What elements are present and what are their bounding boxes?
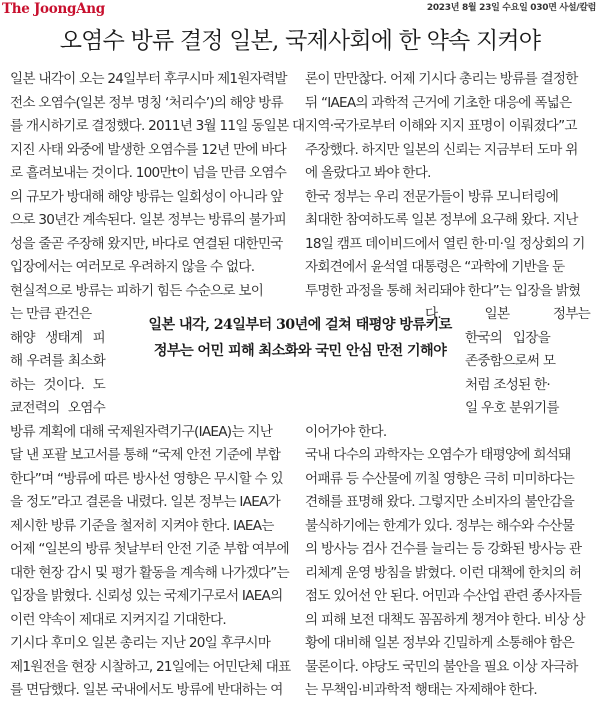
text-line: 해양 생태계 피	[10, 329, 105, 346]
text-line: 에 올랐다고 봐야 한다.	[305, 165, 431, 181]
text-line: 전소 오염수(일본 정부 명칭 ‘처리수’)의 해양 방류	[10, 94, 283, 111]
text-line: 는 무책임·비과학적 행태는 자제해야 한다.	[305, 682, 537, 698]
text-line: 한국의 입장을	[465, 329, 550, 346]
text-line: 는 만큼 관건은	[10, 306, 92, 322]
text-line: 황에 대비해 일본 정부와 긴밀하게 소통해야 함은	[305, 635, 575, 651]
text-line: 해 우려를 최소화	[10, 353, 105, 369]
text-line: 기시다 후미오 일본 총리는 지난 20일 후쿠시마	[10, 635, 271, 651]
text-line: 를 개시하기로 결정했다. 2011년 3월 11일 동일본 대	[10, 118, 305, 134]
text-line: 하는 것이다. 도	[10, 376, 105, 393]
editorial-headline: 오염수 방류 결정 일본, 국제사회에 한 약속 지켜야	[59, 28, 541, 54]
pull-quote-line: 일본 내각, 24일부터 30년에 걸쳐 태평양 방류키로	[148, 317, 452, 333]
pull-quote-line: 정부는 어민 피해 최소화와 국민 안심 만전 기해야	[153, 343, 447, 359]
text-line: 로 흘려보내는 것이다. 100만t이 넘을 만큼 오염수	[10, 165, 287, 181]
text-line: 달 낸 포괄 보고서를 통해 “국제 안전 기준에 부합	[10, 447, 281, 463]
text-line: 물론이다. 야당도 국민의 불안을 필요 이상 자극하	[305, 658, 578, 675]
text-line: 어패류 등 수산물에 끼칠 영향은 극히 미미하다는	[305, 470, 575, 487]
text-line: 한국 정부는 우리 전문가들이 방류 모니터링에	[305, 188, 559, 205]
text-line: 자회견에서 윤석열 대통령은 “과학에 기반을 둔	[305, 259, 565, 275]
text-line: 국내 다수의 과학자는 오염수가 태평양에 희석돼	[305, 447, 571, 463]
masthead	[0, 0, 600, 20]
text-line: 제시한 방류 기준을 철저히 지켜야 한다. IAEA는	[10, 517, 274, 534]
text-line: 뒤 “IAEA의 과학적 근거에 기초한 대응에 폭넓은	[305, 94, 572, 111]
text-line: 방류 계획에 대해 국제원자력기구(IAEA)는 지난	[10, 423, 273, 440]
text-line: 견해를 표명해 왔다. 그렇지만 소비자의 불안감을	[305, 494, 575, 510]
dateline: 2023년 8월 23일 수요일 030면 사설/칼럼	[426, 3, 596, 13]
text-line: 다. 일본 정부는	[425, 306, 590, 322]
text-line: 최대한 참여하도록 일본 정부에 요구해 왔다. 지난	[305, 212, 578, 228]
text-line: 일 우호 분위기를	[465, 400, 559, 416]
text-line: 의 규모가 방대해 해양 방류는 일회성이 아니라 앞	[10, 188, 283, 205]
text-line: 이런 약속이 제대로 지켜지길 기대한다.	[10, 611, 226, 628]
text-line: 지역·국가로부터 이해와 지지 표명이 이뤄졌다”고	[305, 118, 577, 134]
text-line: 점도 있어선 안 된다. 어민과 수산업 관련 종사자들	[305, 588, 582, 604]
text-line: 를 면담했다. 일본 국내에서도 방류에 반대하는 여	[10, 682, 283, 698]
text-line: 주장했다. 하지만 일본의 신뢰는 지금부터 도마 위	[305, 141, 578, 158]
text-line: 일본 내각이 오는 24일부터 후쿠시마 제1원자력발	[10, 71, 287, 87]
text-line: 입장을 밝혔다. 신뢰성 있는 국제기구로서 IAEA의	[10, 588, 283, 604]
text-line: 18일 캠프 데이비드에서 열린 한·미·일 정상회의 기	[305, 235, 585, 252]
text-line: 으로 30년간 계속된다. 일본 정부는 방류의 불가피	[10, 212, 287, 228]
text-line: 투명한 과정을 통해 처리돼야 한다”는 입장을 밝혔	[305, 282, 581, 299]
text-line: 한다”며 “방류에 따른 방사선 영향은 무시할 수 있	[10, 470, 283, 487]
text-line: 리체계 운영 방침을 밝혔다. 이런 대책에 한치의 허	[305, 564, 582, 581]
text-line: 대한 현장 감시 및 평가 활동을 계속해 나가겠다”는	[10, 564, 289, 581]
text-line: 성을 줄곧 주장해 왔지만, 바다로 연결된 대한민국	[10, 235, 283, 252]
text-line: 어제 “일본의 방류 첫날부터 안전 기준 부합 여부에	[10, 541, 289, 557]
text-line: 입장에서는 여러모로 우려하지 않을 수 없다.	[10, 259, 255, 275]
text-line: 이어가야 한다.	[305, 423, 387, 440]
text-line: 지진 사태 와중에 발생한 오염수를 12년 만에 바다	[10, 141, 287, 158]
newspaper-logo: The JoongAng	[2, 1, 105, 17]
text-line: 현실적으로 방류는 피하기 힘든 수순으로 보이	[10, 282, 264, 299]
text-line: 제1원전을 현장 시찰하고, 21일에는 어민단체 대표	[10, 658, 291, 675]
text-line: 의 방사능 검사 건수를 늘리는 등 강화된 방사능 관	[305, 541, 582, 557]
text-line: 처럼 조성된 한·	[465, 376, 551, 393]
text-line: 의 피해 보전 대책도 꼼꼼하게 챙겨야 한다. 비상 상	[305, 611, 585, 628]
text-line: 불식하기에는 한계가 있다. 정부는 해수와 수산물	[305, 517, 575, 534]
text-line: 을 정도”라고 결론을 내렸다. 일본 정부는 IAEA가	[10, 494, 280, 510]
text-line: 존중함으로써 모	[465, 353, 556, 369]
text-line: 쿄전력의 오염수	[10, 400, 105, 416]
text-line: 론이 만만찮다. 어제 기시다 총리는 방류를 결정한	[305, 71, 578, 87]
pull-quote	[108, 312, 492, 364]
